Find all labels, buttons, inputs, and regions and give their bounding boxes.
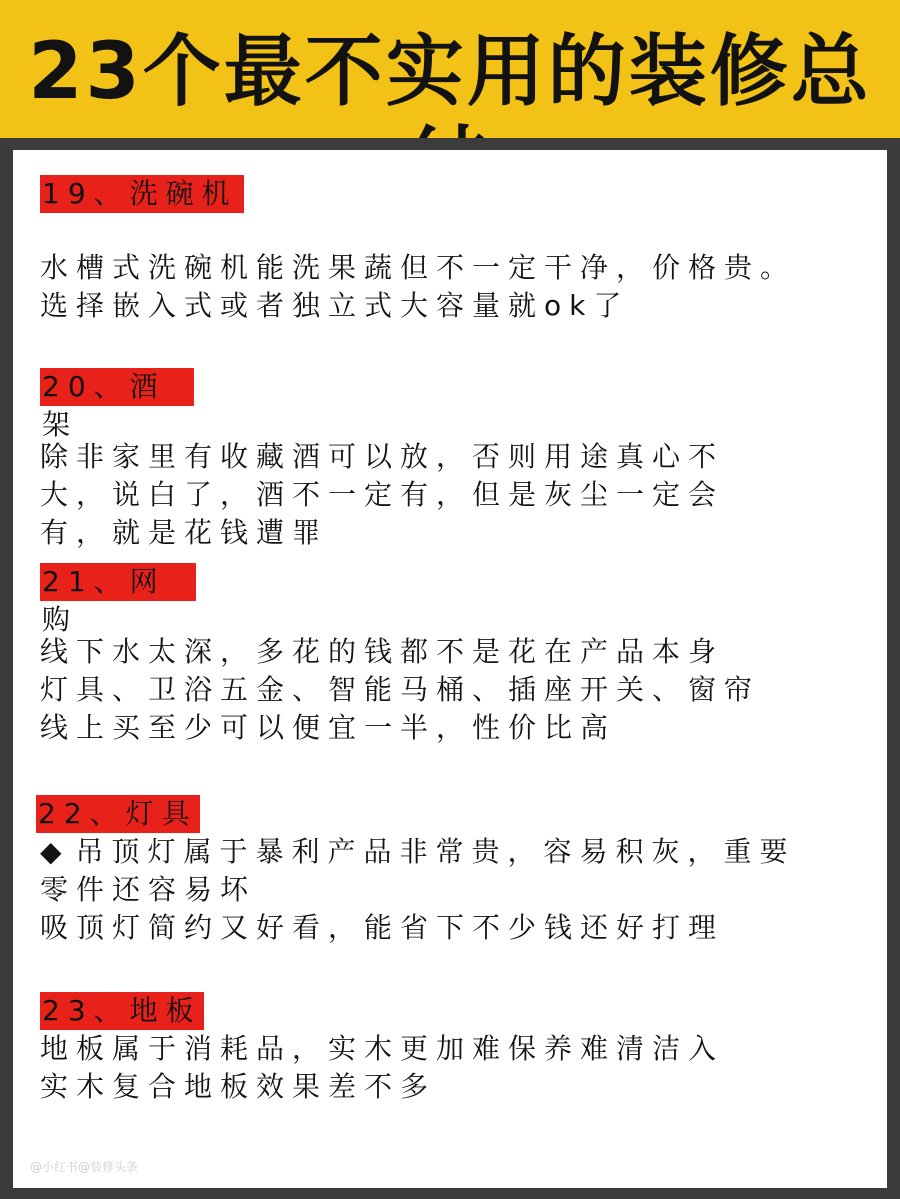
section-flooring (40, 992, 724, 1106)
section-text-line: 线上买至少可以便宜一半，性价比高 (40, 711, 617, 744)
section-wine-rack (40, 368, 724, 552)
section-heading: 19、洗碗机 (40, 175, 244, 213)
section-dishwasher (40, 175, 796, 325)
section-text-line: 大，说白了，酒不一定有，但是灰尘一定会 (40, 478, 725, 511)
section-text-line: 选择嵌入式或者独立式大容量就ok了 (40, 289, 630, 322)
section-heading: 23、地板 (40, 992, 204, 1030)
section-heading: 22、灯具 (36, 795, 200, 833)
section-text-line: 线下水太深，多花的钱都不是花在产品本身 (40, 635, 725, 668)
page-title: 23个最不实用的装修总 (28, 27, 872, 117)
section-heading: 21、网购 (40, 563, 196, 601)
diamond-bullet-icon: ◆ (40, 835, 70, 868)
watermark: @小红书@装修头条 (30, 1160, 139, 1174)
section-heading: 20、酒架 (40, 368, 194, 406)
section-text-line: 地板属于消耗品，实木更加难保养难清洁入 (40, 1032, 725, 1065)
title-banner (0, 0, 900, 138)
section-text-line: 水槽式洗碗机能洗果蔬但不一定干净，价格贵。 (40, 251, 797, 284)
section-text: 吊顶灯属于暴利产品非常贵，容易积灰，重要 (75, 835, 796, 868)
section-text-line: 零件还容易坏 (40, 873, 257, 906)
section-text-line: 吸顶灯简约又好看，能省下不少钱还好打理 (40, 911, 725, 944)
section-text-line (40, 833, 796, 871)
section-text-line: 除非家里有收藏酒可以放，否则用途真心不 (40, 440, 725, 473)
section-text-line: 实木复合地板效果差不多 (40, 1070, 437, 1103)
section-lighting (36, 795, 796, 947)
section-text-line: 灯具、卫浴五金、智能马桶、插座开关、窗帘 (40, 673, 761, 706)
section-online-shopping (40, 563, 760, 747)
section-text-line: 有，就是花钱遭罪 (40, 516, 329, 549)
